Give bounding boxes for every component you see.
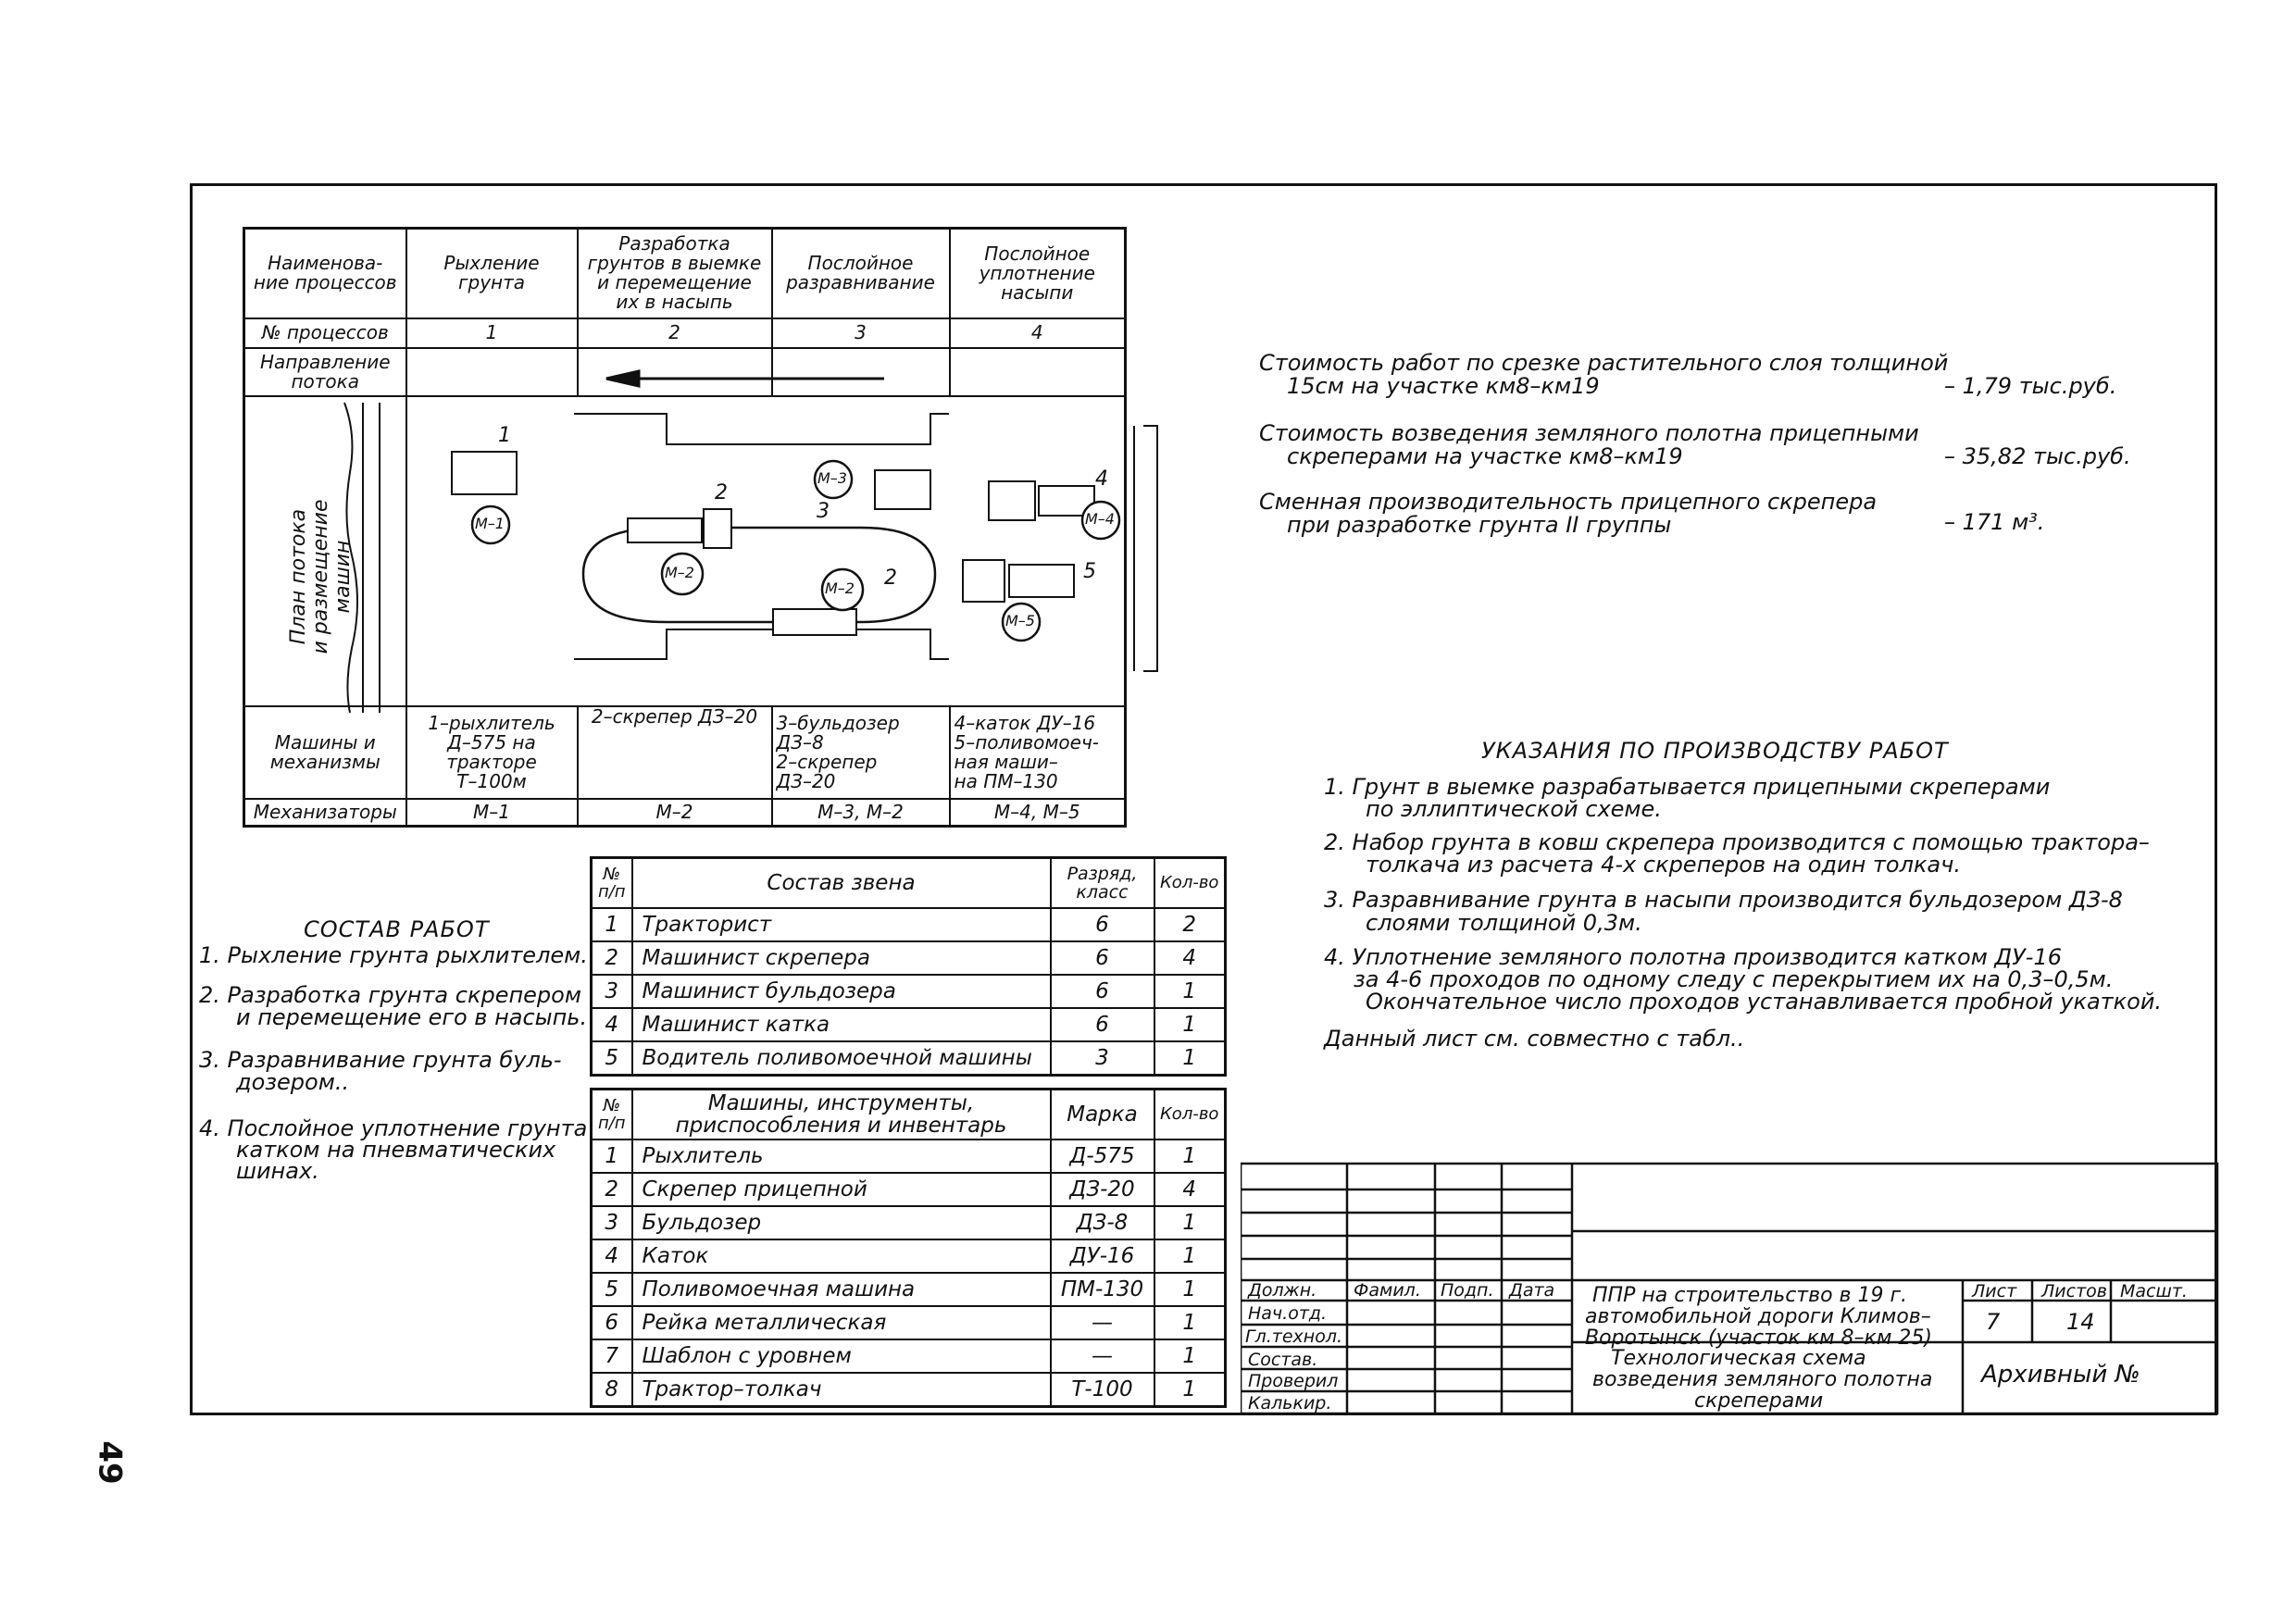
crew-cell: 1: [1154, 1008, 1226, 1041]
soil-slope-left: [344, 403, 380, 713]
crew-hdr: Разряд, класс: [1051, 858, 1154, 908]
instruction-line: Окончательное число проходов устанавливается пробной укаткой.: [1366, 989, 2163, 1015]
mech-cell: М–3, М–2: [772, 799, 950, 827]
crew-cell: Тракторист: [632, 908, 1051, 941]
machines-cell: 4–каток ДУ–16 5–поливомоеч- ная маши– на ПМ–130: [950, 706, 1126, 799]
works-line: и перемещение его в насыпь.: [236, 1004, 588, 1030]
machines-cell: 3–бульдозер ДЗ–8 2–скрепер ДЗ–20: [772, 706, 950, 799]
instruction-line: Данный лист см. совместно с табл..: [1324, 1026, 1745, 1052]
page-number: 49: [91, 1440, 129, 1485]
tb-sheets-label: Листов: [2041, 1281, 2107, 1301]
crew-row: [592, 908, 1226, 941]
tb-role: Гл.технол.: [1245, 1326, 1343, 1347]
crew-cell: 2: [1154, 908, 1226, 941]
works-title: СОСТАВ РАБОТ: [304, 916, 490, 942]
equip-cell: Шаблон с уровнем: [632, 1339, 1051, 1373]
cost-line: Стоимость возведения земляного полотна прицепными: [1259, 420, 1919, 446]
equip-cell: ПМ-130: [1051, 1273, 1154, 1306]
machine-shapes: [452, 452, 1094, 635]
cost-line: при разработке грунта II группы: [1287, 512, 1672, 538]
tb-sheets: 14: [2066, 1309, 2095, 1335]
tb-scale-label: Масшт.: [2120, 1281, 2188, 1301]
crew-hdr: № п/п: [592, 858, 632, 908]
cost-value: – 171 м³.: [1944, 509, 2045, 535]
instruction-line: за 4-6 проходов по одному следу с перекрытием их на 0,3–0,5м.: [1354, 966, 2114, 992]
machine-code: М–1: [475, 515, 505, 532]
crew-cell: 3: [592, 975, 632, 1008]
tb-col-header: Дата: [1509, 1280, 1555, 1301]
instruction-line: 1. Грунт в выемке разрабатывается прицепными скреперами: [1324, 774, 2051, 800]
equip-row: [592, 1373, 1226, 1407]
tb-project: автомобильной дороги Климов–: [1585, 1305, 1931, 1328]
machines-cell: 1–рыхлитель Д–575 на тракторе Т–100м: [406, 706, 578, 799]
crew-cell: 1: [1154, 1041, 1226, 1076]
crew-cell: 1: [592, 908, 632, 941]
proc-num: 4: [950, 318, 1126, 348]
hdr-excavation: Разработка грунтов в выемке и перемещение их в насыпь: [578, 229, 772, 318]
works-line: дозером..: [236, 1069, 350, 1095]
tb-col-header: Подп.: [1441, 1280, 1494, 1301]
cost-line: Сменная производительность прицепного скрепера: [1259, 489, 1878, 515]
plan-label-rotated: План потока и размещение машин: [287, 499, 355, 654]
equip-hdr: Машины, инструменты, приспособления и инвентарь: [632, 1090, 1051, 1140]
crew-hdr: Состав звена: [632, 858, 1051, 908]
crew-cell: 6: [1051, 941, 1154, 975]
diagram-label: 5: [1083, 560, 1096, 583]
equip-cell: 8: [592, 1373, 632, 1407]
equip-cell: Рыхлитель: [632, 1140, 1051, 1173]
works-line: катком на пневматических: [236, 1137, 556, 1163]
crew-row: [592, 1008, 1226, 1041]
tb-drawing-title: возведения земляного полотна: [1592, 1368, 1933, 1391]
machines-cell: 2–скрепер ДЗ–20: [578, 706, 772, 799]
crew-row: [592, 975, 1226, 1008]
equip-row: [592, 1173, 1226, 1206]
mech-cell: М–2: [578, 799, 772, 827]
tb-drawing-title: скреперами: [1694, 1389, 1824, 1413]
tb-project: ППР на строительство в 19 г.: [1592, 1284, 1908, 1307]
proc-num: 1: [406, 318, 578, 348]
equip-hdr: № п/п: [592, 1090, 632, 1140]
diagram-label: 4: [1095, 467, 1108, 491]
works-line: 1. Рыхление грунта рыхлителем.: [199, 942, 588, 968]
proc-num: 2: [578, 318, 772, 348]
tb-project: Воротынск (участок км 8–км 25): [1585, 1326, 1932, 1350]
tb-archive: Архивный №: [1981, 1361, 2140, 1389]
equipment-table: [590, 1088, 1227, 1408]
crew-row: [592, 1041, 1226, 1076]
tb-col-header: Должн.: [1248, 1280, 1317, 1301]
tb-role: Нач.отд.: [1248, 1303, 1328, 1324]
equip-cell: Трактор–толкач: [632, 1373, 1051, 1407]
diagram-label: 2: [884, 567, 897, 590]
equip-cell: —: [1051, 1339, 1154, 1373]
hdr-compaction: Послойное уплотнение насыпи: [950, 229, 1126, 318]
tb-role: Проверил: [1248, 1371, 1339, 1391]
crew-cell: 6: [1051, 1008, 1154, 1041]
equip-cell: 7: [592, 1339, 632, 1373]
crew-cell: 4: [592, 1008, 632, 1041]
works-line: 2. Разработка грунта скрепером: [199, 982, 581, 1008]
equip-row: [592, 1140, 1226, 1173]
equip-cell: Поливомоечная машина: [632, 1273, 1051, 1306]
crew-cell: 6: [1051, 975, 1154, 1008]
equip-hdr: Кол-во: [1154, 1090, 1226, 1140]
crew-cell: 6: [1051, 908, 1154, 941]
crew-cell: Машинист скрепера: [632, 941, 1051, 975]
crew-cell: Водитель поливомоечной машины: [632, 1041, 1051, 1076]
hdr-process-name: Наименова- ние процессов: [244, 229, 406, 318]
equip-cell: ДЗ-20: [1051, 1173, 1154, 1206]
equip-cell: 1: [1154, 1140, 1226, 1173]
equip-cell: —: [1051, 1306, 1154, 1339]
instructions-title: УКАЗАНИЯ ПО ПРОИЗВОДСТВУ РАБОТ: [1481, 738, 1949, 764]
tb-sheet: 7: [1986, 1309, 2001, 1335]
works-line: шинах.: [236, 1158, 319, 1184]
crew-row: [592, 941, 1226, 975]
diagram-label: 3: [817, 500, 830, 523]
equip-cell: 1: [1154, 1306, 1226, 1339]
cost-line: Стоимость работ по срезке растительного слоя толщиной: [1259, 350, 1949, 376]
equip-cell: Каток: [632, 1239, 1051, 1273]
equip-row: [592, 1339, 1226, 1373]
equip-cell: 4: [592, 1239, 632, 1273]
equip-cell: 1: [592, 1140, 632, 1173]
tb-sheet-label: Лист: [1972, 1281, 2017, 1301]
instruction-line: слоями толщиной 0,3м.: [1366, 910, 1642, 936]
mech-cell: М–1: [406, 799, 578, 827]
crew-table: [590, 856, 1227, 1077]
crew-cell: 1: [1154, 975, 1226, 1008]
equip-cell: ДЗ-8: [1051, 1206, 1154, 1239]
crew-cell: Машинист бульдозера: [632, 975, 1051, 1008]
equip-row: [592, 1273, 1226, 1306]
equip-cell: 1: [1154, 1206, 1226, 1239]
machine-code: М–3: [817, 469, 847, 487]
tb-role: Состав.: [1248, 1350, 1318, 1370]
hdr-leveling: Послойное разравнивание: [772, 229, 950, 318]
crew-cell: 4: [1154, 941, 1226, 975]
equip-row: [592, 1306, 1226, 1339]
diagram-label: 1: [498, 424, 511, 447]
cost-line: скреперами на участке км8–км19: [1287, 443, 1683, 469]
flow-direction-arrow: [606, 371, 884, 386]
works-line: 3. Разравнивание грунта буль-: [199, 1047, 562, 1073]
equip-cell: 5: [592, 1273, 632, 1306]
instruction-line: по эллиптической схеме.: [1366, 796, 1662, 822]
equip-row: [592, 1239, 1226, 1273]
hdr-loosening: Рыхление грунта: [406, 229, 578, 318]
row-dir-label: Направление потока: [244, 348, 406, 396]
instruction-line: 4. Уплотнение земляного полотна производится катком ДУ-16: [1324, 944, 2063, 970]
instruction-line: толкача из расчета 4-х скреперов на один толкач.: [1366, 852, 1961, 878]
equip-cell: 1: [1154, 1373, 1226, 1407]
equip-cell: Т-100: [1051, 1373, 1154, 1407]
instruction-line: 2. Набор грунта в ковш скрепера производится с помощью трактора–: [1324, 829, 2150, 855]
equip-cell: 3: [592, 1206, 632, 1239]
machine-code: М–5: [1005, 612, 1035, 629]
crew-cell: Машинист катка: [632, 1008, 1051, 1041]
equip-cell: 2: [592, 1173, 632, 1206]
instruction-line: 3. Разравнивание грунта в насыпи производится бульдозером ДЗ-8: [1324, 887, 2123, 913]
diagram-label: 2: [715, 481, 728, 504]
equip-cell: 1: [1154, 1239, 1226, 1273]
equip-cell: 6: [592, 1306, 632, 1339]
tb-drawing-title: Технологическая схема: [1611, 1347, 1866, 1370]
row-mech-label: Механизаторы: [244, 799, 406, 827]
equip-hdr: Марка: [1051, 1090, 1154, 1140]
machine-code: М–4: [1085, 510, 1115, 528]
crew-hdr: Кол-во: [1154, 858, 1226, 908]
equip-cell: ДУ-16: [1051, 1239, 1154, 1273]
crew-cell: 3: [1051, 1041, 1154, 1076]
cost-value: – 35,82 тыс.руб.: [1944, 443, 2131, 469]
tb-role: Калькир.: [1248, 1393, 1332, 1414]
mech-cell: М–4, М–5: [950, 799, 1126, 827]
equip-cell: Скрепер прицепной: [632, 1173, 1051, 1206]
works-line: 4. Послойное уплотнение грунта: [199, 1115, 588, 1141]
equip-cell: 1: [1154, 1339, 1226, 1373]
cost-value: – 1,79 тыс.руб.: [1944, 373, 2117, 399]
cost-line: 15см на участке км8–км19: [1287, 373, 1600, 399]
equip-cell: 4: [1154, 1173, 1226, 1206]
equip-cell: Рейка металлическая: [632, 1306, 1051, 1339]
machine-code: М–2: [665, 564, 694, 581]
crew-cell: 2: [592, 941, 632, 975]
machine-code: М–2: [825, 579, 855, 597]
equip-row: [592, 1206, 1226, 1239]
row-num-label: № процессов: [244, 318, 406, 348]
proc-num: 3: [772, 318, 950, 348]
equip-cell: Бульдозер: [632, 1206, 1051, 1239]
equip-cell: 1: [1154, 1273, 1226, 1306]
equip-cell: Д-575: [1051, 1140, 1154, 1173]
crew-cell: 5: [592, 1041, 632, 1076]
row-machines-label: Машины и механизмы: [244, 706, 406, 799]
tb-col-header: Фамил.: [1354, 1280, 1421, 1301]
